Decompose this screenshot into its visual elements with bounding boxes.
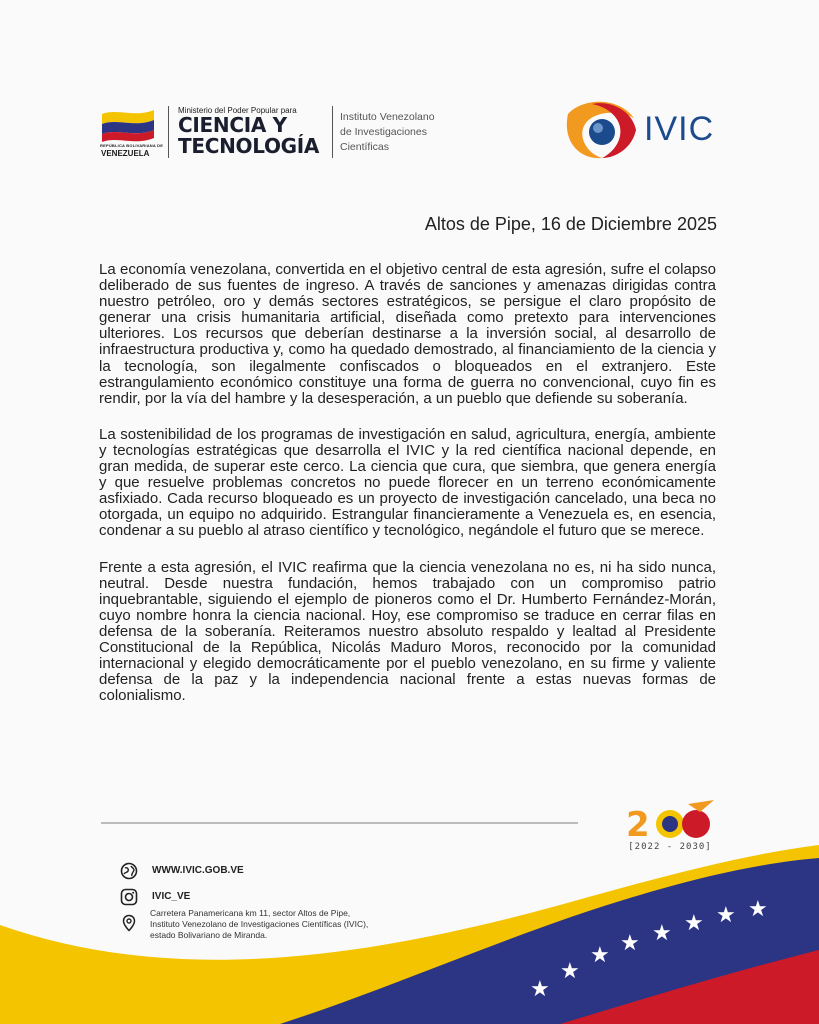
star-icon: ★ bbox=[590, 943, 610, 968]
paragraph: La economía venezolana, convertida en el objetivo central de esta agresión, sufre el colapso deliberado de sus fuentes de ingreso. A través de sanciones y amenazas dirigidas contra nuestro petróleo, oro y demás sectores estratégicos, se persigue el claro propósito de generar una crisis humanitaria artificial, diseñada como pretexto para intervenciones ulteriores. Los recursos que deberían destinarse a la inversión social, al desarrollo de infraestructura productiva y, como ha quedado demostrado, al financiamiento de la ciencia y la tecnología, son ilegalmente confiscados o bloqueados en el extranjero. Este estrangulamiento económico constituye una forma de guerra no convencional, cuyo fin es rendir, por la vía del hambre y la desesperación, a un pueblo que defiende su soberanía. bbox=[99, 261, 716, 407]
venezuela-flag-logo bbox=[100, 106, 164, 160]
header-divider bbox=[332, 106, 333, 158]
footer-separator bbox=[101, 822, 578, 824]
flag-tag-country: VENEZUELA bbox=[101, 149, 150, 158]
star-icon: ★ bbox=[620, 931, 640, 956]
svg-text:2: 2 bbox=[626, 805, 650, 844]
ministry-line2: TECNOLOGÍA bbox=[178, 134, 320, 158]
flag-icon bbox=[100, 106, 156, 142]
ivic-emblem-icon bbox=[562, 96, 642, 168]
letterhead bbox=[100, 100, 740, 170]
institute-line1: Instituto Venezolano bbox=[340, 111, 435, 123]
institute-line2: de Investigaciones bbox=[340, 126, 427, 138]
star-icon: ★ bbox=[530, 977, 550, 1002]
ministry-line1: CIENCIA Y bbox=[178, 113, 287, 137]
star-icon: ★ bbox=[748, 897, 768, 922]
anniversary-emblem-icon bbox=[622, 800, 718, 844]
header-divider bbox=[168, 106, 169, 158]
ivic-brand-text: IVIC bbox=[644, 110, 715, 148]
anniversary-logo bbox=[622, 800, 718, 860]
institute-line3: Científicas bbox=[340, 141, 390, 153]
footer-address: Carretera Panamericana km 11, sector Altos de Pipe, Instituto Venezolano de Investigaciones Científicas (IVIC), estado Bolivariano de Miranda. bbox=[150, 908, 369, 940]
letter-body bbox=[99, 262, 716, 724]
flag-tag-small: REPÚBLICA BOLIVARIANA DE bbox=[100, 143, 164, 148]
star-icon: ★ bbox=[716, 903, 736, 928]
star-icon: ★ bbox=[652, 921, 672, 946]
footer-instagram[interactable]: IVIC_VE bbox=[152, 891, 191, 902]
ivic-logo bbox=[562, 96, 722, 168]
institute-name bbox=[340, 110, 435, 155]
paragraph: La sostenibilidad de los programas de investigación en salud, agricultura, energía, ambiente y tecnologías estratégicas que desarrolla el IVIC y la red científica nacional depende, en gran medida, de superar este cerco. La ciencia que cura, que siembra, que genera energía y que resuelve problemas concretos no puede florecer en un terreno económicamente asfixiado. Cada recurso bloqueado es un proyecto de investigación cancelado, una beca no otorgada, un equipo no adquirido. Estrangular financieramente a Venezuela es, en esencia, condenar a su pueblo al atraso científico y tecnológico, negándole el futuro que se merece. bbox=[99, 425, 716, 540]
letter-date: Altos de Pipe, 16 de Diciembre 2025 bbox=[424, 214, 717, 234]
location-pin-icon bbox=[120, 914, 138, 932]
star-icon: ★ bbox=[560, 959, 580, 984]
ministry-logo bbox=[178, 106, 319, 157]
star-icon: ★ bbox=[684, 911, 704, 936]
globe-icon bbox=[120, 862, 138, 880]
ministry-small-text: Ministerio del Poder Popular para bbox=[178, 106, 297, 115]
footer-website[interactable]: WWW.IVIC.GOB.VE bbox=[152, 865, 244, 876]
anniversary-years: [2022 - 2030] bbox=[628, 842, 712, 852]
instagram-icon bbox=[120, 888, 138, 906]
paragraph: Frente a esta agresión, el IVIC reafirma que la ciencia venezolana no es, ni ha sido nunca, neutral. Desde nuestra fundación, hemos trabajado con un compromiso patrio inquebrantable, siguiendo el ejemplo de pioneros como el Dr. Humberto Fernández-Morán, cuyo nombre honra la ciencia nacional. Hoy, ese compromiso se traduce en cerrar filas en defensa de la soberanía. Reiteramos nuestro absoluto respaldo y lealtad al Presidente Constitucional de la República, Nicolás Maduro Moros, reconocido por la comunidad internacional y elegido democráticamente por el pueblo venezolano, en su firme y valiente defensa de la paz y la independencia nacional frente a estas nuevas formas de colonialismo. bbox=[99, 558, 716, 705]
